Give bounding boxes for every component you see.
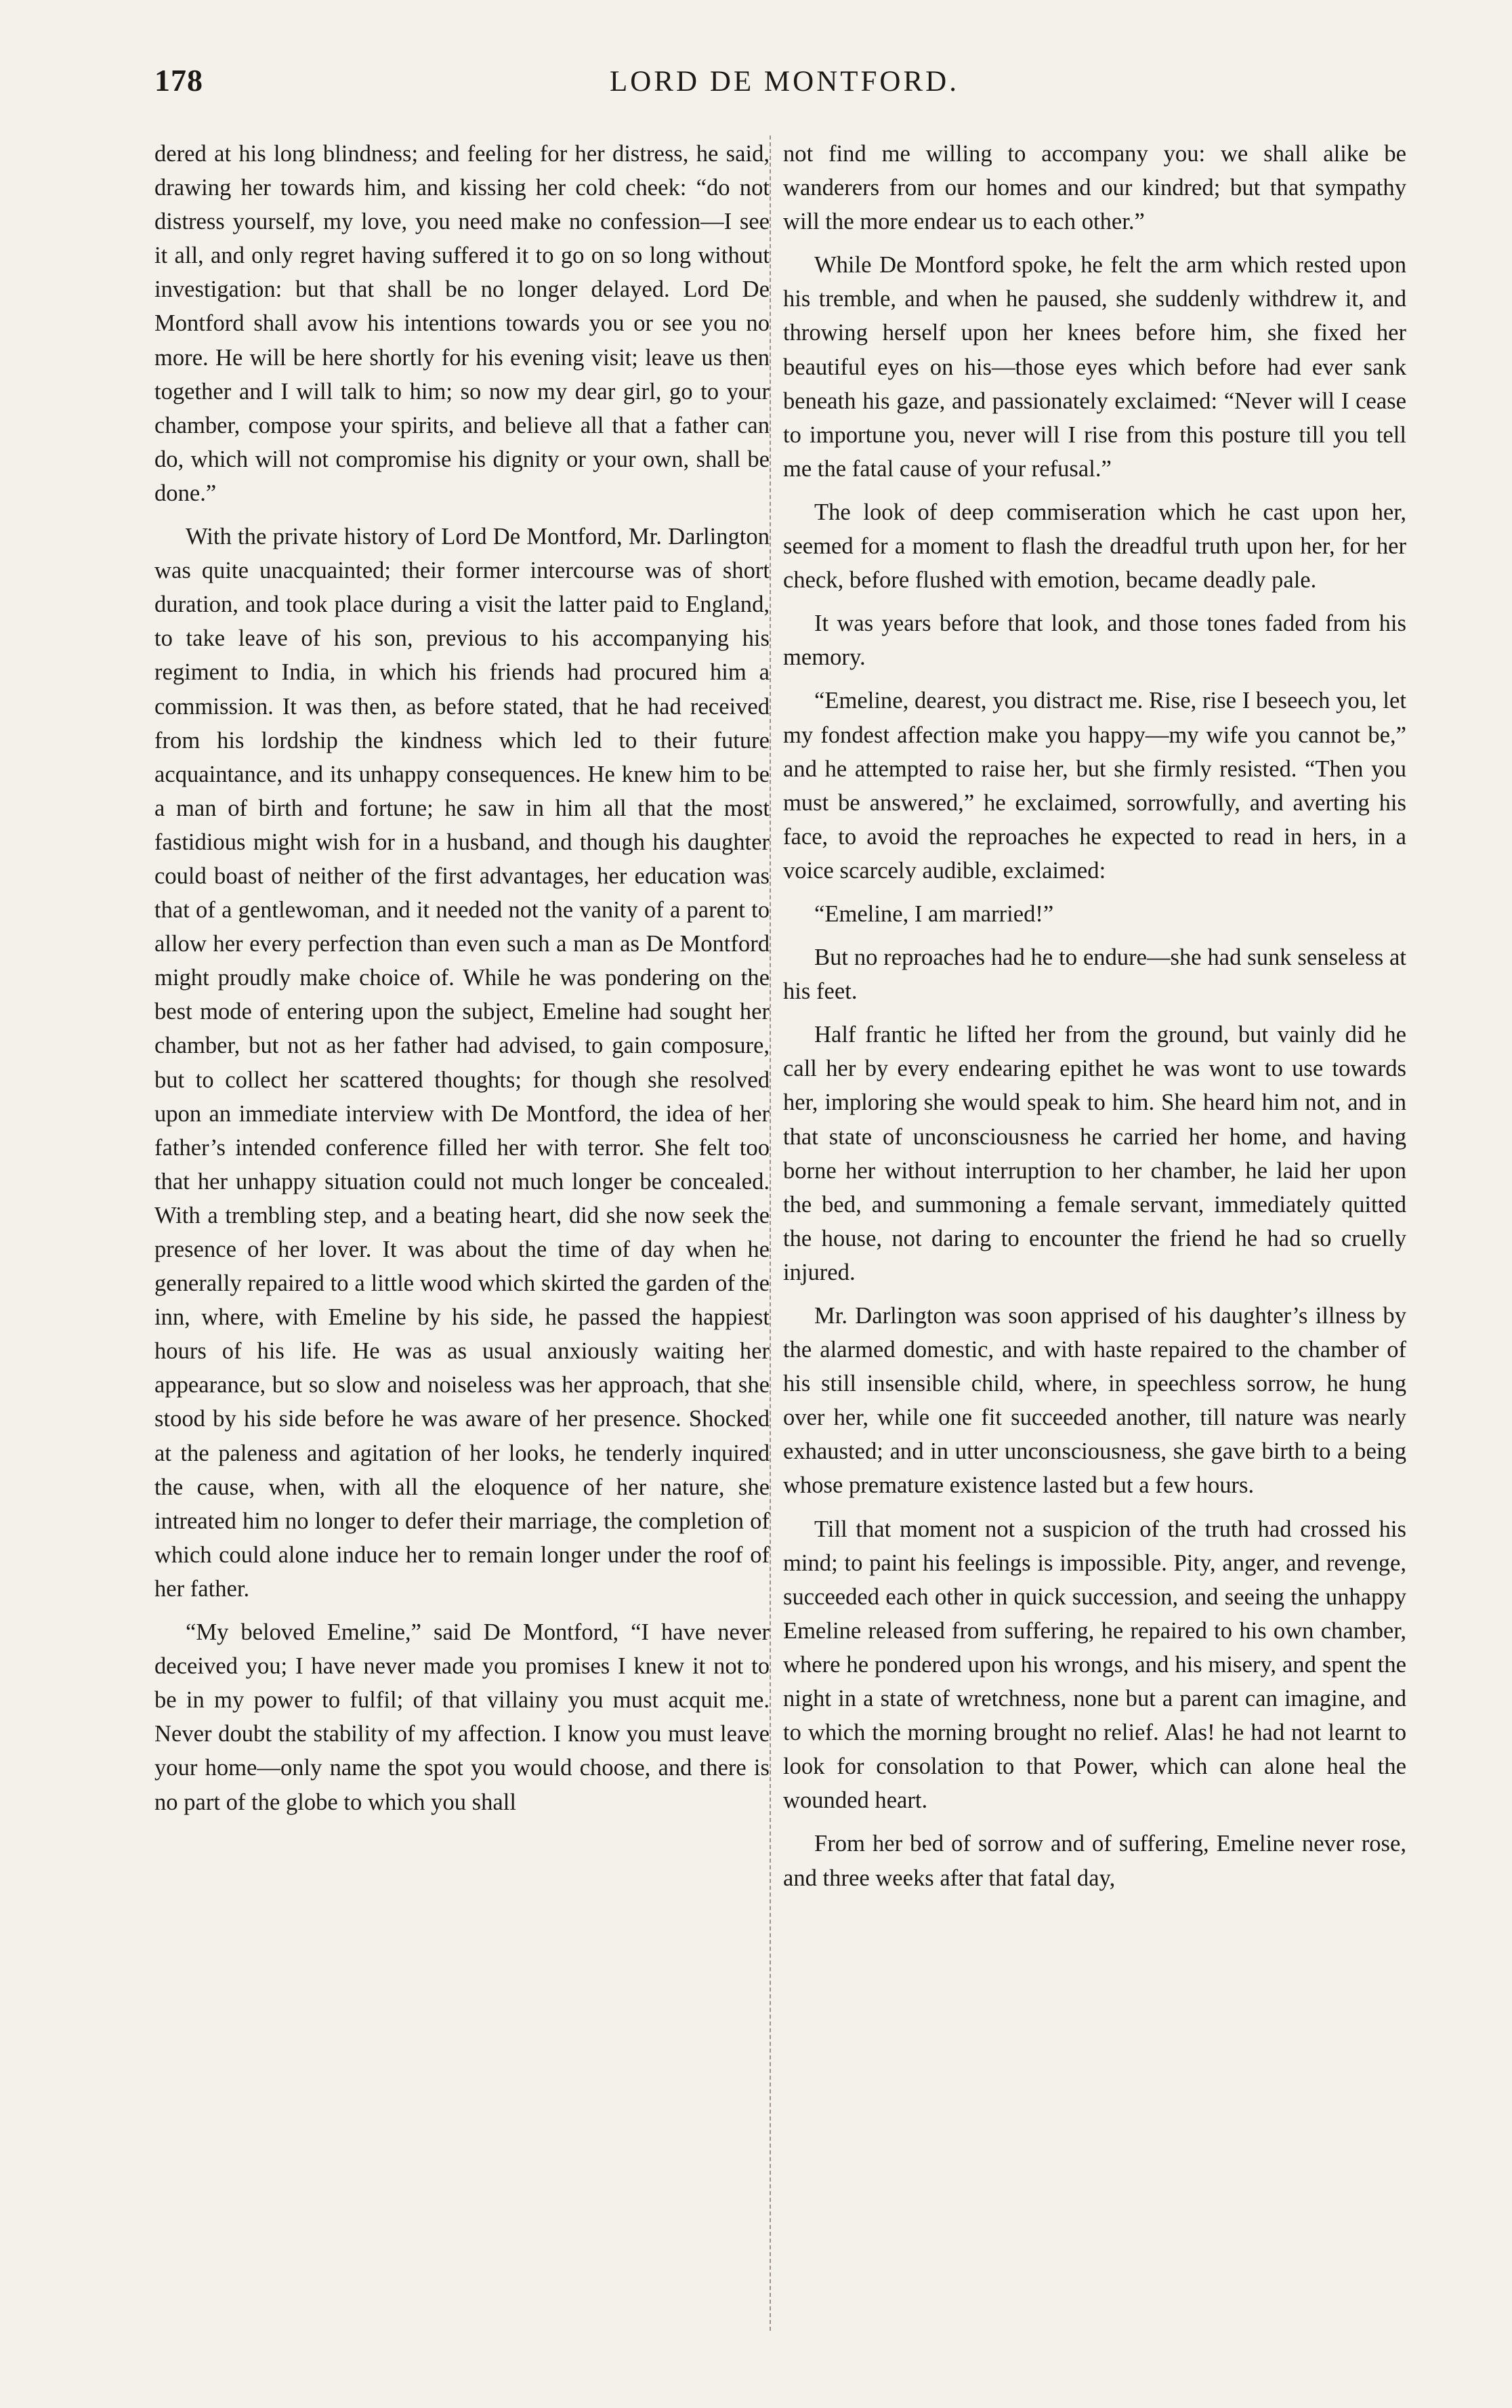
- paragraph: With the private history of Lord De Montford, Mr. Darlington was quite unacquainted; their former intercourse was of short duration, and took place during a visit the latter paid to England, to take leave of his son, previous to his accompanying his regiment to India, in which his friends had procured him a commission. It was then, as before stated, that he had received from his lordship the kindness which led to their future acquaintance, and its unhappy consequences. He knew him to be a man of birth and fortune; he saw in him all that the most fastidious might wish for in a husband, and though his daughter could boast of neither of the first advantages, her education was that of a gentlewoman, and it needed not the vanity of a parent to allow her every perfection than even such a man as De Montford might proudly make choice of. While he was pondering on the best mode of entering upon the subject, Emeline had sought her chamber, but not as her father had advised, to gain composure, but to collect her scattered thoughts; for though she resolved upon an immediate interview with De Montford, the idea of her father’s intended conference filled her with terror. She felt too that her unhappy situation could not much longer be concealed. With a trembling step, and a beating heart, did she now seek the presence of her lover. It was about the time of day when he generally repaired to a little wood which skirted the garden of the inn, where, with Emeline by his side, he passed the happiest hours of his life. He was as usual anxiously waiting her appearance, but so slow and noiseless was her approach, that she stood by his side before he was aware of her presence. Shocked at the paleness and agitation of her looks, he tenderly inquired the cause, when, with all the eloquence of her nature, she intreated him no longer to defer their marriage, the completion of which could alone induce her to remain longer under the roof of her father.: [154, 524, 770, 1602]
- page-number: 178: [154, 63, 203, 98]
- running-title: LORD DE MONTFORD.: [610, 66, 959, 98]
- paragraph: “Emeline, dearest, you distract me. Rise, rise I beseech you, let my fondest affection make you happy—my wife you cannot be,” and he attempted to raise her, but she firmly resisted. “Then you must be answered,” he exclaimed, sorrowfully, and averting his face, to avoid the reproaches he expected to read in hers, in a voice scarcely audible, exclaimed:: [783, 688, 1406, 884]
- column-divider: [770, 136, 771, 2331]
- paragraph: From her bed of sorrow and of suffering, Emeline never rose, and three weeks after that fatal day,: [783, 1831, 1406, 1891]
- paragraph: The look of deep commiseration which he cast upon her, seemed for a moment to flash the dreadful truth upon her, for her check, before flushed with emotion, became deadly pale.: [783, 499, 1406, 594]
- paragraph: Half frantic he lifted her from the ground, but vainly did he call her by every endearing epithet he was wont to use towards her, imploring she would speak to him. She heard him not, and in that state of unconsciousness he carried her home, and having borne her without interruption to her chamber, he laid her upon the bed, and summoning a female servant, immediately quitted the house, not daring to encounter the friend he had so cruelly injured.: [783, 1022, 1406, 1285]
- paragraph: not find me willing to accompany you: we shall alike be wanderers from our homes and our kindred; but that sympathy will the more endear us to each other.”: [783, 141, 1406, 235]
- paragraph: Till that moment not a suspicion of the truth had crossed his mind; to paint his feelings is impossible. Pity, anger, and revenge, succeeded each other in quick succession, and seeing the unhappy Emeline released from suffering, he repaired to his own chamber, where he pondered upon his wrongs, and his misery, and spent the night in a state of wretchness, none but a parent can imagine, and to which the morning brought no relief. Alas! he had not learnt to look for consolation to that Power, which can alone heal the wounded heart.: [783, 1516, 1406, 1814]
- paragraph: But no reproaches had he to endure—she had sunk senseless at his feet.: [783, 944, 1406, 1005]
- paragraph: dered at his long blindness; and feeling for her distress, he said, drawing her towards him, and kissing her cold cheek: “do not distress yourself, my love, you need make no confession—I see it all, and only regret having suffered it to go on so long without investigation: but that shall be no longer delayed. Lord De Montford shall avow his intentions towards you or see you no more. He will be here shortly for his evening visit; leave us then together and I will talk to him; so now my dear girl, go to your chamber, compose your spirits, and believe all that a father can do, which will not compromise his dignity or your own, shall be done.”: [154, 141, 770, 506]
- left-column: [154, 137, 770, 1829]
- paragraph: It was years before that look, and those tones faded from his memory.: [783, 610, 1406, 671]
- paragraph: Mr. Darlington was soon apprised of his daughter’s illness by the alarmed domestic, and with haste repaired to the chamber of his still insensible child, where, in speechless sorrow, he hung over her, while one fit succeeded another, till nature was nearly exhausted; and in utter unconsciousness, she gave birth to a being whose premature existence lasted but a few hours.: [783, 1303, 1406, 1499]
- paragraph: “My beloved Emeline,” said De Montford, “I have never deceived you; I have never made you promises I knew it not to be in my power to fulfil; of that villainy you must acquit me. Never doubt the stability of my affection. I know you must leave your home—only name the spot you would choose, and there is no part of the globe to which you shall: [154, 1619, 770, 1815]
- paragraph: While De Montford spoke, he felt the arm which rested upon his tremble, and when he paused, she suddenly withdrew it, and throwing herself upon her knees before him, she fixed her beautiful eyes on his—those eyes which before had ever sank beneath his gaze, and passionately exclaimed: “Never will I cease to importune you, never will I rise from this posture till you tell me the fatal cause of your refusal.”: [783, 252, 1406, 482]
- paragraph: “Emeline, I am married!”: [814, 900, 1054, 927]
- running-head: [154, 62, 1414, 110]
- right-column: [783, 137, 1406, 1905]
